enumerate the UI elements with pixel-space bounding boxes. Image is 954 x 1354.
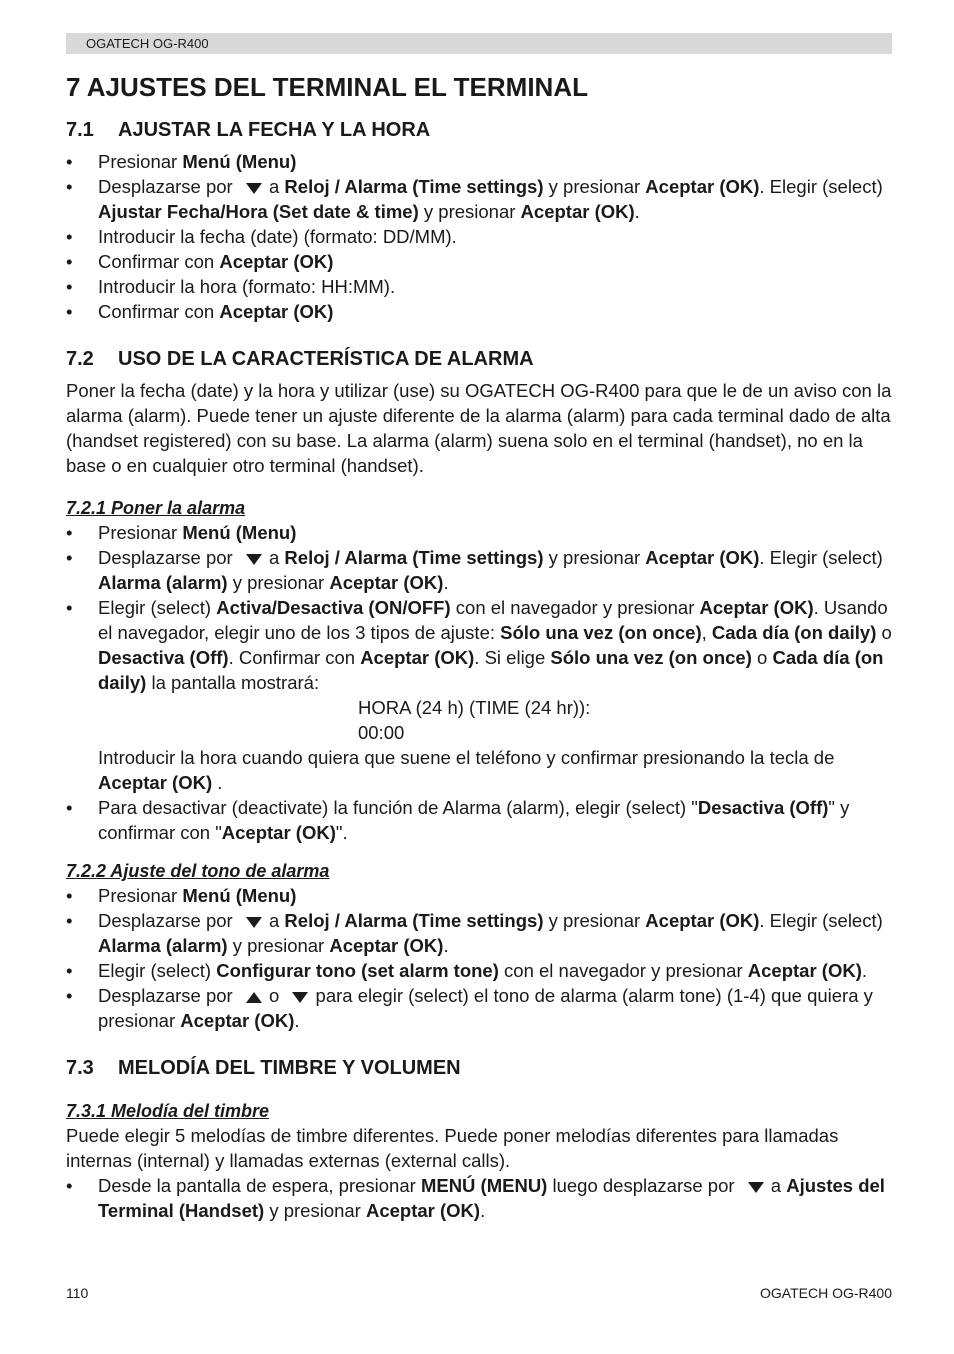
menu-key: Menú (Menu) (182, 885, 297, 906)
screen-display-line: HORA (24 h) (TIME (24 hr)): (358, 697, 591, 718)
section-heading-7-1 (66, 117, 892, 143)
text: luego desplazarse por (547, 1175, 740, 1196)
menu-option: Reloj / Alarma (Time settings) (284, 176, 544, 197)
subsection-title-7-2-2: 7.2.2 Ajuste del tono de alarma (66, 861, 330, 881)
screen-display-line: 00:00 (358, 722, 405, 743)
text: a (765, 1175, 787, 1196)
section-heading-7-3 (66, 1055, 892, 1081)
list-item (66, 545, 892, 595)
ok-key: Aceptar (OK) (520, 201, 635, 222)
text: . (443, 572, 449, 593)
list-item (66, 174, 892, 224)
menu-key: MENÚ (MENU) (420, 1175, 548, 1196)
text: Introducir la fecha (date) (formato: DD/MM). (98, 226, 457, 247)
list-item (66, 883, 892, 908)
text: . Usando el navegador, elegir uno de los 3 tipos de ajuste: (98, 597, 888, 643)
text: Desde la pantalla de espera, presionar (98, 1175, 421, 1196)
text: y presionar (543, 176, 646, 197)
list-item (66, 1173, 892, 1223)
text: y presionar (227, 935, 330, 956)
text: o (751, 647, 773, 668)
ok-key: Aceptar (OK) (219, 301, 334, 322)
chapter-title: 7 AJUSTES DEL TERMINAL EL TERMINAL (66, 72, 588, 102)
section-number: 7.3 (66, 1057, 94, 1079)
ok-key: Aceptar (OK) (645, 910, 760, 931)
list-item (66, 274, 892, 299)
subsection-intro: Puede elegir 5 melodías de timbre diferentes. Puede poner melodías diferentes para llamadas internas (internal) y llamadas externas (external calls). (66, 1125, 839, 1171)
text: . Confirmar con (228, 647, 361, 668)
ok-key: Aceptar (OK) (365, 1200, 481, 1221)
steps-list-7-3-1 (66, 1173, 892, 1223)
text: . (480, 1200, 486, 1221)
text: . Elegir (select) (759, 910, 883, 931)
subsection-title-7-2-1: 7.2.1 Poner la alarma (66, 498, 246, 518)
list-item (66, 958, 892, 983)
steps-list-7-1 (66, 149, 892, 324)
menu-option: Cada día (on daily) (98, 647, 884, 693)
text: Desplazarse por (98, 985, 238, 1006)
text: Desplazarse por (98, 176, 238, 197)
list-item (66, 299, 892, 324)
text: y presionar (543, 910, 646, 931)
text: y presionar (543, 547, 646, 568)
list-item (66, 595, 892, 795)
list-item (66, 908, 892, 958)
menu-key: Menú (Menu) (182, 151, 297, 172)
ok-key: Aceptar (OK) (219, 251, 334, 272)
text: a (263, 176, 285, 197)
text: . Si elige (474, 647, 551, 668)
text: o (263, 985, 285, 1006)
up-arrow-icon (246, 992, 262, 1003)
ok-key: Aceptar (OK) (221, 822, 336, 843)
ok-key: Aceptar (OK) (329, 935, 444, 956)
text: y presionar (264, 1200, 366, 1221)
page-number: 110 (66, 1285, 89, 1301)
subsection-title-7-3-1: 7.3.1 Melodía del timbre (66, 1101, 270, 1121)
text: Introducir la hora cuando quiera que suene el teléfono y confirmar presionando la tecla de (98, 747, 835, 768)
menu-option: Sólo una vez (on once) (550, 647, 752, 668)
menu-option: Activa/Desactiva (ON/OFF) (216, 597, 451, 618)
menu-option: Cada día (on daily) (711, 622, 877, 643)
text: " y confirmar con " (98, 797, 850, 843)
ok-key: Aceptar (OK) (180, 1010, 295, 1031)
down-arrow-icon (246, 554, 262, 565)
text: Desplazarse por (98, 547, 238, 568)
header-bar (66, 33, 892, 54)
list-item (66, 249, 892, 274)
ok-key: Aceptar (OK) (329, 572, 444, 593)
text: . Elegir (select) (759, 547, 883, 568)
text: Confirmar con (98, 251, 220, 272)
text: o (876, 622, 892, 643)
ok-key: Aceptar (OK) (360, 647, 475, 668)
list-item (66, 795, 892, 845)
menu-option: Alarma (alarm) (98, 935, 228, 956)
header-brand: OGATECH OG-R400 (86, 36, 209, 51)
text: Elegir (select) (98, 597, 217, 618)
page-footer (66, 1285, 892, 1301)
text: con el navegador y presionar (450, 597, 700, 618)
list-item (66, 224, 892, 249)
menu-option: Sólo una vez (on once) (500, 622, 702, 643)
ok-key: Aceptar (OK) (98, 772, 213, 793)
text: y presionar (418, 201, 521, 222)
menu-option: Reloj / Alarma (Time settings) (284, 910, 544, 931)
text: Presionar (98, 522, 183, 543)
text: y presionar (227, 572, 330, 593)
text: Introducir la hora (formato: HH:MM). (98, 276, 396, 297)
down-arrow-icon (292, 992, 308, 1003)
section-title: USO DE LA CARACTERÍSTICA DE ALARMA (118, 348, 534, 370)
menu-key: Menú (Menu) (182, 522, 297, 543)
text: a (263, 547, 285, 568)
menu-option: Desactiva (Off) (98, 647, 229, 668)
text: . (212, 772, 223, 793)
text: a (263, 910, 285, 931)
section-number: 7.2 (66, 348, 94, 370)
text: Confirmar con (98, 301, 220, 322)
ok-key: Aceptar (OK) (699, 597, 814, 618)
section-intro: Poner la fecha (date) y la hora y utilizar (use) su OGATECH OG-R400 para que le de un aviso con la alarma (alarm). Puede tener un ajuste diferente de la alarma (alarm) para cada terminal dado de alta (handset registered) con su base. La alarma (alarm) suena solo en el terminal (handset), no en la base o en cualquier otro terminal (handset). (66, 380, 892, 476)
text: . (443, 935, 449, 956)
text: Presionar (98, 885, 183, 906)
text: ". (335, 822, 348, 843)
menu-option: Configurar tono (set alarm tone) (216, 960, 499, 981)
text: con el navegador y presionar (498, 960, 748, 981)
text: . (294, 1010, 300, 1031)
list-item (66, 149, 892, 174)
ok-key: Aceptar (OK) (645, 547, 760, 568)
steps-list-7-2-1 (66, 520, 892, 845)
text: . (861, 960, 868, 981)
menu-option: Ajustar Fecha/Hora (Set date & time) (98, 201, 419, 222)
menu-option: Reloj / Alarma (Time settings) (284, 547, 544, 568)
menu-option: Ajustes del Terminal (Handset) (98, 1175, 885, 1221)
text: para elegir (select) el tono de alarma (alarm tone) (1-4) que quiera y presionar (98, 985, 873, 1031)
steps-list-7-2-2 (66, 883, 892, 1033)
page-content (66, 66, 892, 1223)
down-arrow-icon (748, 1182, 764, 1193)
text: Desplazarse por (98, 910, 238, 931)
instruction-line (98, 745, 892, 795)
footer-brand: OGATECH OG-R400 (760, 1285, 892, 1301)
menu-option: Desactiva (Off) (697, 797, 829, 818)
text: . Elegir (select) (759, 176, 883, 197)
text: Para desactivar (deactivate) la función de Alarma (alarm), elegir (select) " (98, 797, 698, 818)
section-title: AJUSTAR LA FECHA Y LA HORA (118, 119, 431, 141)
text: . (634, 201, 640, 222)
list-item (66, 520, 892, 545)
list-item (66, 983, 892, 1033)
section-heading-7-2 (66, 346, 892, 372)
text: Presionar (98, 151, 183, 172)
text: , (701, 622, 712, 643)
down-arrow-icon (246, 183, 262, 194)
section-number: 7.1 (66, 119, 94, 141)
text: Elegir (select) (98, 960, 217, 981)
ok-key: Aceptar (OK) (747, 960, 862, 981)
text: la pantalla mostrará: (146, 672, 320, 693)
menu-option: Alarma (alarm) (98, 572, 228, 593)
section-title: MELODÍA DEL TIMBRE Y VOLUMEN (118, 1057, 461, 1079)
down-arrow-icon (246, 917, 262, 928)
ok-key: Aceptar (OK) (645, 176, 760, 197)
